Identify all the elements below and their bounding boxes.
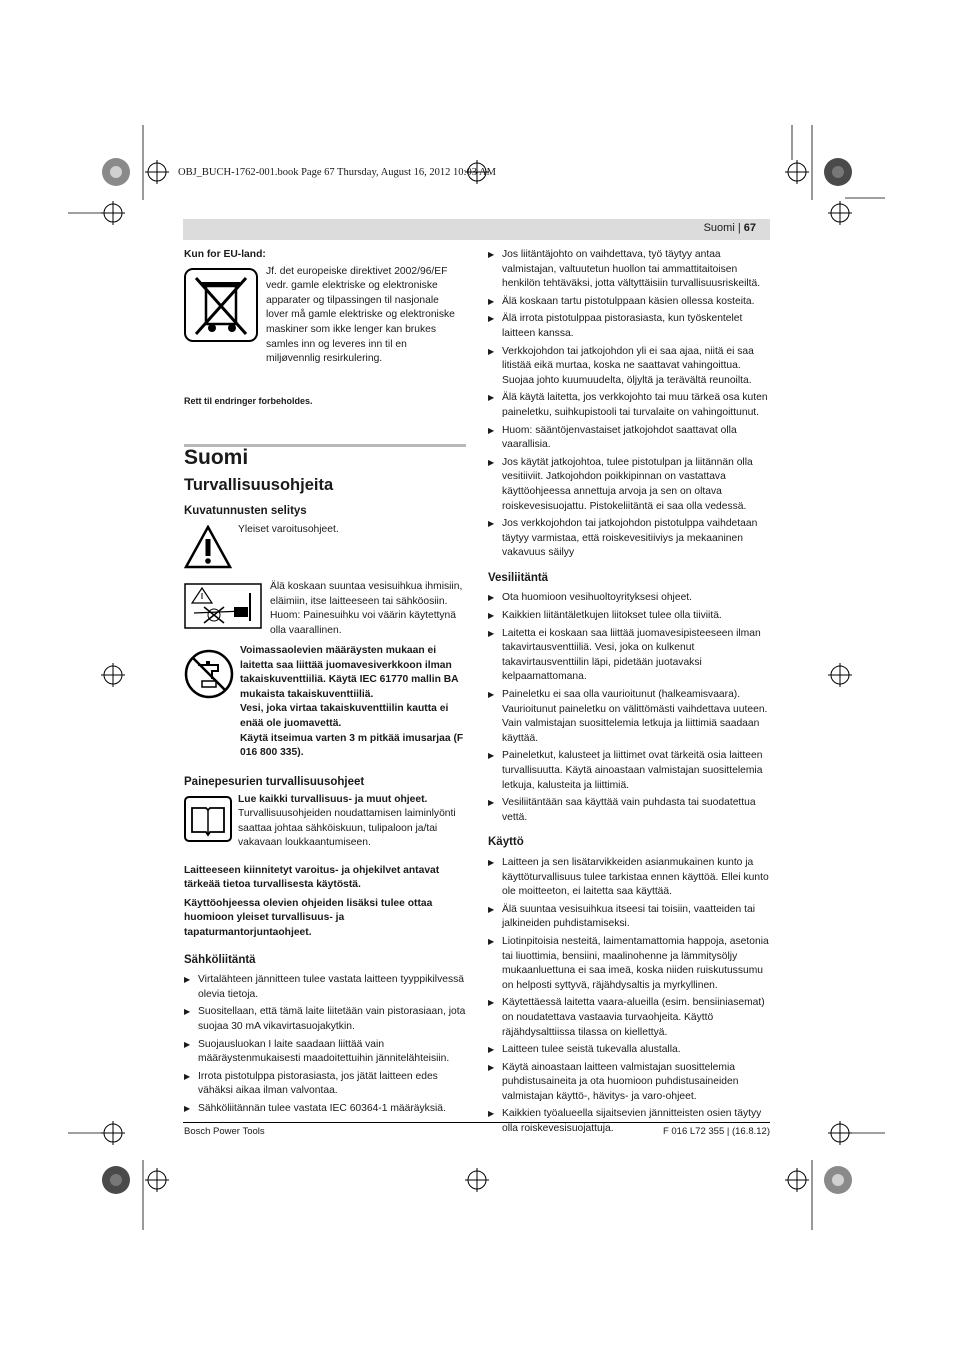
electric-heading: Sähköliitäntä [184,953,256,966]
bullet-triangle-icon: ▶ [184,1039,191,1049]
bullet-triangle-icon: ▶ [488,250,495,259]
list-item: ▶ Paineletku ei saa olla vaurioitunut (halkeamisvaara). Vaurioitunut paineletku on välittömästi vaihdettava uuteen. Vain valmistajan suosittelemia letkuja ja liittimiä saadaan käyttää. [488,689,768,744]
pw-read-text [238,793,466,851]
bullet-triangle-icon: ▶ [488,751,495,761]
bullet-triangle-icon: ▶ [488,457,495,467]
list-item: ▶ Älä käytä laitetta, jos verkkojohto tai muu tärkeä osa kuten paineletku, suihkupistooli tai turvalaite on vahingoittunut. [488,392,768,418]
symbol-water [184,644,466,765]
list-item: ▶ Sähköliitännän tulee vastata IEC 60364-1 määräyksiä. [184,1102,466,1117]
list-item: ▶ Jos käytät jatkojohtoa, tulee pistotulpan ja liitännän olla vesitiiviit. Jatkojohdon poikkipinnan on vastattava käyttöohjeessa annettuja arvoja ja sen on oltava roiskevesisuojattu. Pistokeliitäntä ei saa olla vedessä. [488,456,753,512]
list-item: ▶ Virtalähteen jännitteen tulee vastata laitteen tyyppikilvessä olevia tietoja. [184,974,464,1000]
list-item: ▶ Jos verkkojohdon tai jatkojohdon pistotulppa vaihdetaan täytyy varmistaa, että roiskevesitiiviys ja mekaaninen vakavuus säilyy [488,518,758,559]
bullet-triangle-icon: ▶ [488,393,495,403]
list-item: ▶ Laitteen tulee seistä tukevalla alustalla. [488,1043,770,1058]
warning-triangle-icon [184,525,232,569]
section-subtitle: Turvallisuusohjeita [184,475,334,494]
bullet-triangle-icon: ▶ [488,1045,495,1055]
list-item: ▶ Laitetta ei koskaan saa liittää juomavesipisteeseen ilman takavirtausventtiiliä. Vesi, joka on kulkenut takavirtausventtiilin läpi, pidetään juotavaksi kelpaamattomana. [488,627,761,683]
symbol-general-text: Yleiset varoitusohjeet. [238,523,339,535]
bullet-triangle-icon: ▶ [488,857,495,867]
bullet-triangle-icon: ▶ [488,904,495,914]
left-column [184,248,466,1119]
list-item: ▶ Ota huomioon vesihuoltoyrityksesi ohjeet. [488,591,770,606]
section-title: Suomi [184,446,249,470]
footer-right: F 016 L72 355 | (16.8.12) [662,1126,770,1137]
bullet-triangle-icon: ▶ [184,1007,191,1017]
page-number: 67 [743,222,756,234]
list-item: ▶ Vesiliitäntään saa käyttää vain puhdasta tai suodatettua vettä. [488,797,756,823]
list-item: ▶ Irrota pistotulppa pistorasiasta, jos jätät laitteen edes vähäksi aikaa ilman valvontaa. [184,1070,438,1097]
list-item: ▶ Liotinpitoisia nesteitä, laimentamattomia happoja, asetonia tai liuottimia, bensiini, maalinohenne ja lämmitysöljy mukaanluettuna ei saa imeä, koska niiden ruiskutussumu on helposti syttyvä, räjähdysaltis ja myrkyllinen. [488,935,769,991]
list-item: ▶ Älä irrota pistotulppaa pistorasiasta, kun työskentelet laitteen kanssa. [488,313,743,339]
pw-read-rest: Turvallisuusohjeiden noudattamisen laiminlyönti saattaa johtaa sähköiskuun, tulipaloon ja/tai vakavaan loukkaantumiseen. [238,808,456,849]
footer-rule [183,1122,770,1123]
use-heading: Käyttö [488,836,524,849]
footer-left: Bosch Power Tools [184,1126,265,1137]
page-header [704,222,756,234]
list-item: ▶ Kaikkien työalueella sijaitsevien jännitteisten osien täytyy olla roiskevesisuojattuja. [488,1108,762,1135]
bullet-triangle-icon: ▶ [488,628,495,638]
bullet-triangle-icon: ▶ [184,975,191,985]
bullet-triangle-icon: ▶ [184,1103,191,1113]
list-item: ▶ Jos liitäntäjohto on vaihdettava, työ täytyy antaa valmistajan, valtuutetun huollon tai ammattitaitoisen henkilön tehtäväksi, jotta vältyttäisiin turvallisuusriskeiltä. [488,249,761,290]
list-item: ▶ Verkkojohdon tai jatkojohdon yli ei saa ajaa, niitä ei saa litistää eikä murtaa, koska ne saattavat vahingoittua. Suojaa johto kuumuudelta, öljyltä ja terävältä reunoilta. [488,345,754,386]
list-item: ▶ Huom: sääntöjenvastaiset jatkojohdot saattavat olla vaarallisia. [488,424,737,451]
symbol-general [184,525,466,579]
list-item: ▶ Laitteen ja sen lisätarvikkeiden asianmukainen kunto ja käyttöturvallisuus tulee tarkistaa ennen käyttöä. Ellei kunto ole moitteeton, ei laitetta saa käyttää. [488,856,769,898]
bullet-triangle-icon: ▶ [488,519,495,529]
symbol-spray [184,580,466,647]
right-column [488,248,770,1140]
bullet-triangle-icon: ▶ [488,798,495,808]
pw-read-bold: Lue kaikki turvallisuus- ja muut ohjeet. [238,793,428,805]
list-item: ▶ Paineletkut, kalusteet ja liittimet ovat tärkeitä osia laitteen turvallisuutta. Käytä ainoastaan valmistajan suosittelemia letkuja, kalusteita ja liittimiä. [488,750,763,791]
bullet-triangle-icon: ▶ [488,690,495,700]
list-item: ▶ Käytä ainoastaan laitteen valmistajan suosittelemia puhdistusaineita ja ota huomioon puhdistusaineiden valmistajan käyttö-, hävitys- ja varo-ohjeet. [488,1061,739,1102]
symbol-water-text-1: Voimassaolevien määräysten mukaan ei laitetta saa liittää juomavesiverkkoon ilman takaiskuventtiiliä. Käytä IEC 61770 mallin BA mukaista takaiskuventtiiliä. [240,644,459,700]
eu-heading: Kun for EU-land: [184,249,266,260]
list-item: ▶ Älä koskaan tartu pistotulppaan käsien ollessa kosteita. [488,295,770,310]
list-item: ▶ Suositellaan, että tämä laite liitetään vain pistorasiaan, jota suojaa 30 mA vikavirtasuojakytkin. [184,1006,466,1032]
bullet-triangle-icon: ▶ [488,314,495,324]
water-heading: Vesiliitäntä [488,571,549,584]
bullet-triangle-icon: ▶ [488,346,495,356]
list-item: ▶ Kaikkien liitäntäletkujen liitokset tulee olla tiiviitä. [488,609,770,624]
pw-bold-1: Laitteeseen kiinnitetyt varoitus- ja ohjekilvet antavat tärkeää tietoa turvallisesta käytöstä. [184,864,440,891]
rights-note: Rett til endringer forbeholdes. [184,395,313,406]
print-line: OBJ_BUCH-1762-001.book Page 67 Thursday, August 16, 2012 10:03 AM [178,167,496,178]
header-section: Suomi [703,222,735,234]
spray-warning-icon [184,583,262,629]
eu-text: Jf. det europeiske direktivet 2002/96/EF vedr. gamle elektriske og elektroniske apparater og tilpassingen til nasjonale lover må gamle elektriske og elektroniske maskiner som ikke lenger kan brukes samles inn og leveres inn til en miljøvennlig resirkulering. [266,265,455,365]
use-list [488,856,770,1137]
bullet-triangle-icon: ▶ [488,611,495,621]
electric-list-continued [488,248,770,561]
bullet-triangle-icon: ▶ [488,998,495,1008]
header-separator: | [737,222,741,234]
list-item: ▶ Käytettäessä laitetta vaara-alueilla (esim. bensiiniasemat) on noudatettava vastaavia turvaohjeita. Käyttö räjähdysalttiissa tilassa on kiellettyä. [488,997,765,1038]
bullet-triangle-icon: ▶ [488,593,495,603]
no-drinking-water-icon [184,649,234,699]
pw-heading: Painepesurien turvallisuusohjeet [184,775,365,788]
symbols-heading: Kuvatunnusten selitys [184,505,307,518]
bullet-triangle-icon: ▶ [488,1109,495,1119]
water-list [488,591,770,825]
bullet-triangle-icon: ▶ [488,296,495,306]
symbol-water-text-3: Käytä itseimua varten 3 m pitkää imusarjaa (F 016 800 335). [240,732,464,759]
pw-read-block [184,793,466,858]
bullet-triangle-icon: ▶ [184,1071,191,1081]
list-item: ▶ Suojausluokan I laite saadaan liittää vain määräystenmukaisesti maadoitettuihin jännitelähteisiin. [184,1038,450,1065]
bullet-triangle-icon: ▶ [488,425,495,435]
symbol-spray-text: Älä koskaan suuntaa vesisuihkua ihmisiin, eläimiin, itse laitteeseen tai sähköosiin. Huom: Painesuihku voi väärin käytettynä olla vaarallinen. [270,580,463,636]
electric-list [184,973,466,1116]
eu-block [184,265,466,382]
pw-bold-2: Käyttöohjeessa olevien ohjeiden lisäksi tulee ottaa huomioon yleiset turvallisuus- ja tapaturmantorjuntaohjeet. [184,897,433,938]
list-item: ▶ Älä suuntaa vesisuihkua itseesi tai toisiin, vaatteiden tai jalkineiden puhdistamiseksi. [488,903,755,930]
manual-book-icon [184,796,232,842]
bullet-triangle-icon: ▶ [488,936,495,946]
weee-bin-icon [184,268,258,342]
symbol-water-text [240,644,468,761]
header-bar [183,219,770,240]
symbol-water-text-2: Vesi, joka virtaa takaiskuventtiilin kautta ei enää ole juomavettä. [240,703,449,729]
bullet-triangle-icon: ▶ [488,1062,495,1072]
